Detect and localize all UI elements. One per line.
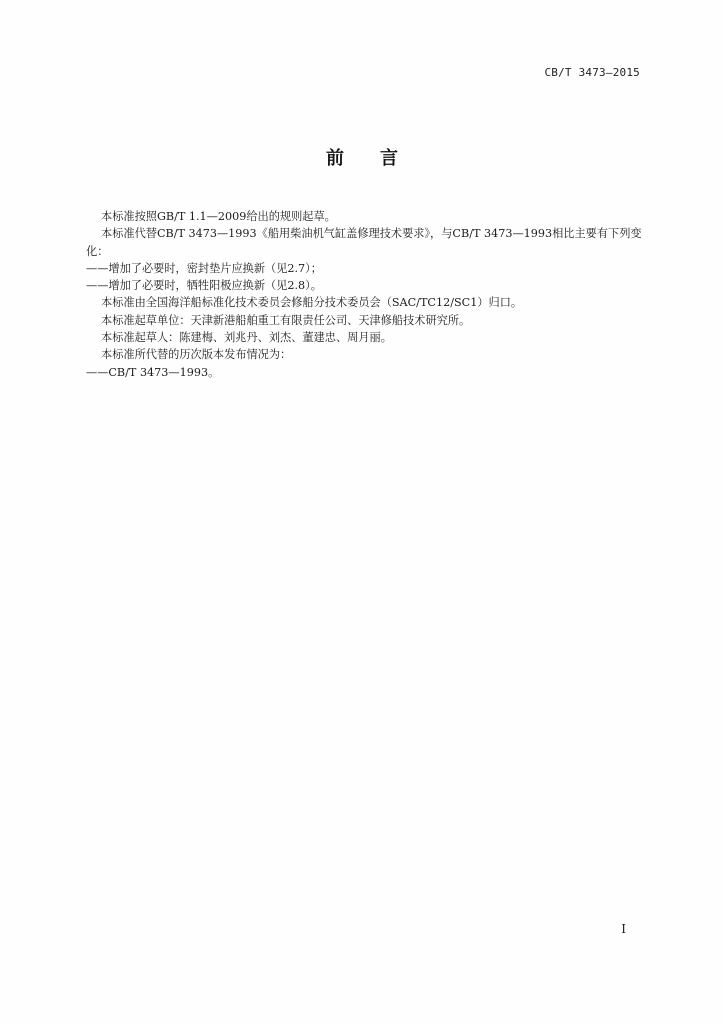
change-item-anode: ——增加了必要时，牺牲阳极应换新（见2.8）。 <box>86 279 322 293</box>
page-title <box>0 144 724 170</box>
paragraph-drafting-rules: 本标准按照GB/T 1.1—2009给出的规则起草。 <box>101 210 336 223</box>
paragraph-drafting-units: 本标准起草单位：天津新港船舶重工有限责任公司、天津修船技术研究所。 <box>101 313 471 327</box>
paragraph-committee: 本标准由全国海洋船标准化技术委员会修船分技术委员会（SAC/TC12/SC1）归口。 <box>101 296 523 310</box>
title-char-2: 言 <box>380 148 398 169</box>
foreword-body <box>86 208 646 381</box>
previous-edition-item: ——CB/T 3473—1993。 <box>86 365 220 379</box>
paragraph-replacement: 本标准代替CB/T 3473—1993《船用柴油机气缸盖修理技术要求》，与CB/T 3473—1993相比主要有下列变化： <box>86 227 642 258</box>
paragraph-previous-editions: 本标准所代替的历次版本发布情况为： <box>101 348 292 362</box>
standard-code: CB/T 3473—2015 <box>544 66 640 79</box>
paragraph-drafters: 本标准起草人：陈建梅、刘兆丹、刘杰、董建忠、周月丽。 <box>101 331 392 345</box>
title-char-1: 前 <box>326 148 344 169</box>
page-number: I <box>621 922 626 936</box>
change-item-gasket: ——增加了必要时，密封垫片应换新（见2.7）； <box>86 261 322 275</box>
